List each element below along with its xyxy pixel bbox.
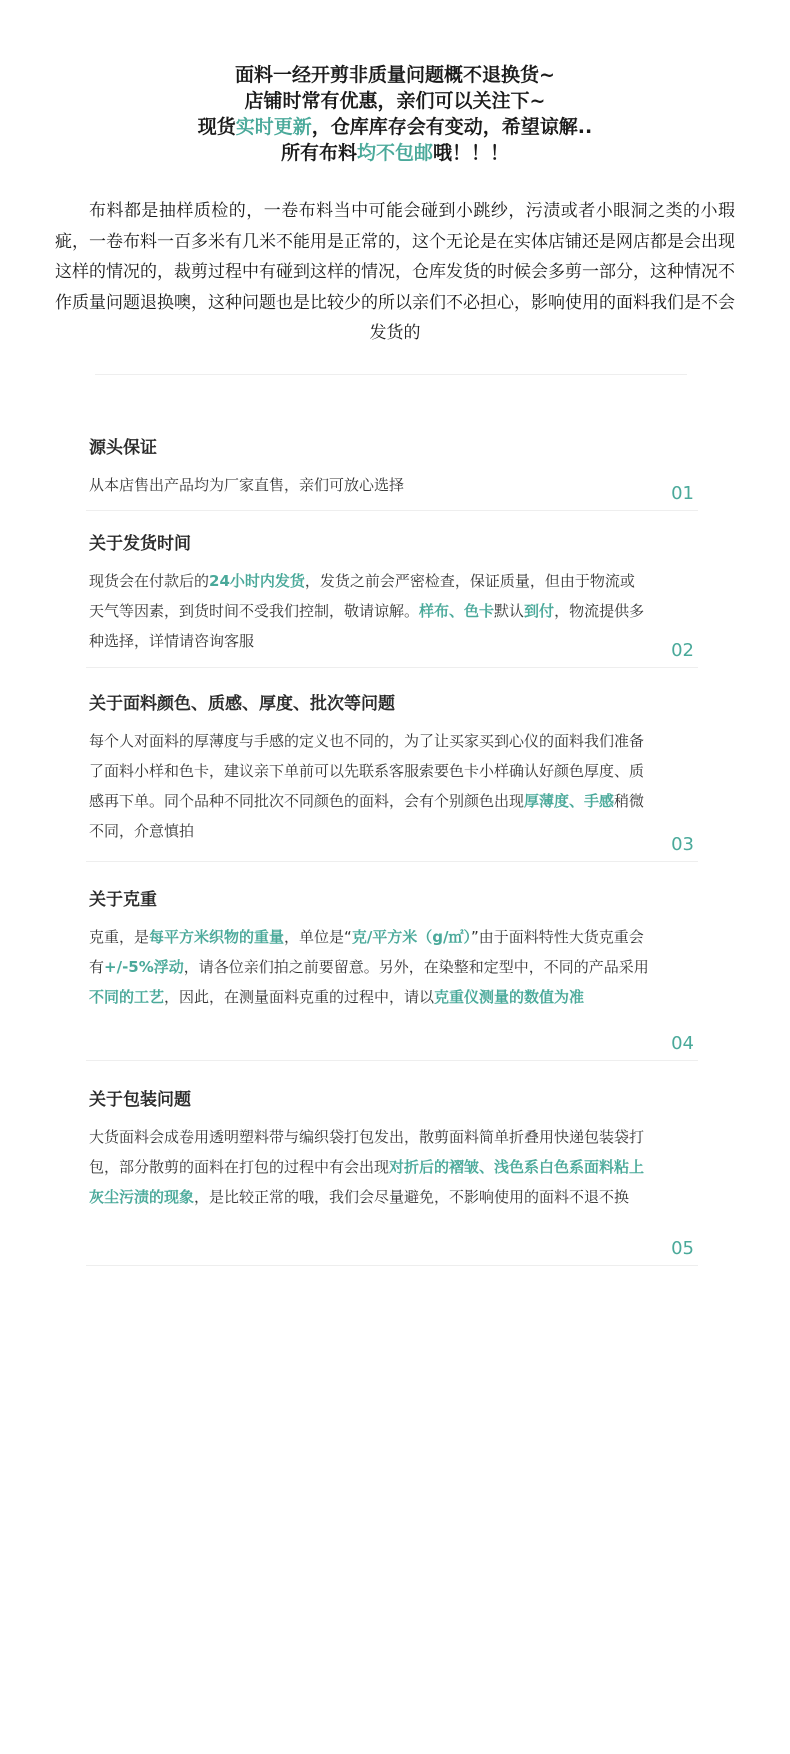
section-highlight: 厚薄度、手感 — [524, 792, 615, 810]
section-title: 关于发货时间 — [89, 534, 191, 554]
notice-text: 现货 — [197, 116, 236, 138]
section-source-guarantee — [86, 436, 698, 511]
section-text: 每个人对面料的厚薄度与手感的定义也不同的，为了让买家买到心仪的面料我们准备了面料小样和色卡，建议亲下单前可以先联系客服索要色卡小样确认好颜色厚度、质感再下单。同个品种不同批次不同颜色的面料，会有个别颜色出现 — [89, 732, 645, 810]
section-highlight: 到付 — [524, 602, 555, 620]
section-body — [89, 922, 649, 1012]
section-text: ，物流提供多种选择，详情请咨询客服 — [89, 602, 645, 650]
notice-text: 所有布料 — [280, 142, 357, 164]
notice-line-3 — [0, 114, 790, 140]
section-highlight: 克重仪测量的数值为准 — [434, 988, 585, 1006]
notice-line-4 — [0, 140, 790, 166]
section-gram-weight — [86, 888, 698, 1061]
section-body — [89, 726, 649, 846]
section-text: 稍微不同，介意慎拍 — [89, 792, 645, 840]
notice-block — [0, 62, 790, 166]
section-text: ，因此，在测量面料克重的过程中，请以 — [164, 988, 435, 1006]
notice-text: 哦！！！ — [433, 142, 510, 164]
section-text: ，请各位亲们拍之前要留意。另外，在染整和定型中，不同的产品采用 — [183, 958, 649, 976]
section-number: 01 — [671, 483, 694, 504]
section-highlight: +/-5%浮动 — [104, 958, 184, 976]
notice-text: ，仓库库存会有变动，希望谅解.. — [311, 116, 593, 138]
section-title: 关于克重 — [89, 890, 157, 910]
section-number: 05 — [671, 1238, 694, 1259]
section-body — [89, 470, 649, 500]
section-number: 02 — [671, 640, 694, 661]
section-body — [89, 1122, 649, 1212]
section-highlight: 克/平方米（g/㎡） — [351, 928, 472, 946]
notice-line-2: 店铺时常有优惠，亲们可以关注下~ — [244, 90, 546, 112]
section-title: 关于包装问题 — [89, 1090, 191, 1110]
notice-line-1: 面料一经开剪非质量问题概不退换货~ — [235, 64, 555, 86]
divider — [95, 374, 687, 375]
section-text: ”由于面料特性大货克重会有 — [89, 928, 644, 976]
section-shipping-time — [86, 532, 698, 668]
section-number: 03 — [671, 834, 694, 855]
section-text: 克重，是 — [89, 928, 150, 946]
section-highlight: 不同的工艺 — [89, 988, 165, 1006]
section-text: ，是比较正常的哦，我们会尽量避免，不影响使用的面料不退不换 — [194, 1188, 630, 1206]
intro-paragraph: 布料都是抽样质检的，一卷布料当中可能会碰到小跳纱，污渍或者小眼洞之类的小瑕疵，一卷布料一百多米有几米不能用是正常的，这个无论是在实体店铺还是网店都是会出现这样的情况的，裁剪过程中有碰到这样的情况，仓库发货的时候会多剪一部分，这种情况不作质量问题退换噢，这种问题也是比较少的所以亲们不必担心，影响使用的面料我们是不会发货的 — [55, 201, 735, 343]
section-text: ，发货之前会严密检查，保证质量，但由于物流或天气等因素，到货时间不受我们控制，敬请谅解。 — [89, 572, 635, 620]
section-title: 源头保证 — [89, 438, 157, 458]
notice-highlight: 均不包邮 — [356, 142, 433, 164]
section-text: 大货面料会成卷用透明塑料带与编织袋打包发出，散剪面料简单折叠用快递包装袋打包，部分散剪的面料在打包的过程中有会出现 — [89, 1128, 645, 1176]
section-body — [89, 566, 649, 656]
section-text: ，单位是“ — [284, 928, 352, 946]
section-highlight: 24小时内发货 — [209, 572, 305, 590]
section-fabric-color — [86, 692, 698, 862]
section-text: 默认 — [494, 602, 525, 620]
section-text: 从本店售出产品均为厂家直售，亲们可放心选择 — [89, 476, 405, 494]
section-highlight: 对折后的褶皱、浅色系白色系面料粘上灰尘污渍的现象 — [89, 1158, 645, 1206]
notice-highlight: 实时更新 — [235, 116, 312, 138]
section-title: 关于面料颜色、质感、厚度、批次等问题 — [89, 694, 395, 714]
section-highlight: 每平方米织物的重量 — [149, 928, 285, 946]
section-highlight: 样布、色卡 — [419, 602, 495, 620]
section-text: 现货会在付款后的 — [89, 572, 210, 590]
section-packaging — [86, 1088, 698, 1266]
section-number: 04 — [671, 1033, 694, 1054]
